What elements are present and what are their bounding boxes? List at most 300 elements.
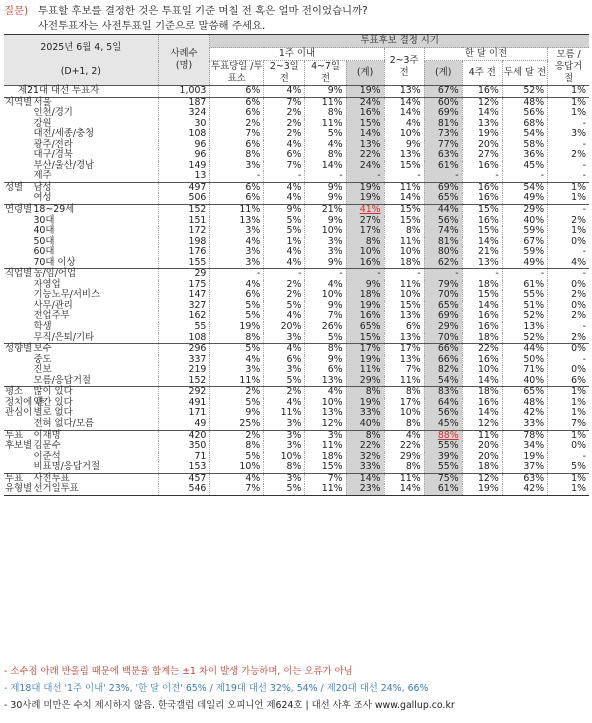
cell: 52%: [502, 86, 547, 98]
row-group: [4, 119, 31, 130]
cell: 15%: [462, 290, 502, 301]
row-group: 유형별: [5, 483, 33, 495]
cell: 65%: [424, 301, 462, 312]
cell: 5%: [264, 301, 305, 312]
cell: 56%: [424, 216, 462, 227]
cell: 29%: [424, 322, 462, 333]
cell: 54%: [502, 129, 547, 140]
cell: 41%: [346, 205, 384, 216]
cell: 14%: [462, 408, 502, 419]
cell: -: [264, 269, 305, 280]
table-row: [4, 333, 589, 344]
question: [4, 4, 368, 34]
cell: 10%: [264, 452, 305, 463]
cell: 78%: [502, 430, 547, 441]
cell: 19%: [346, 193, 384, 204]
row-group: 제21대 대선 투표자: [4, 86, 158, 98]
row-label: 40대: [33, 225, 55, 237]
cell: 19%: [346, 355, 384, 366]
cell: 187: [158, 97, 210, 108]
cell: 52%: [502, 333, 547, 344]
table-row: [4, 419, 589, 430]
footnotes: [4, 663, 455, 714]
cell: 37%: [502, 462, 547, 473]
row-label: 70대 이상: [33, 256, 76, 268]
row-label: 광주/전라: [33, 138, 73, 150]
cell: 1%: [548, 387, 589, 398]
cell: 15%: [384, 161, 424, 172]
cell: 11%: [462, 430, 502, 441]
cell: 6%: [548, 376, 589, 387]
cell: 9%: [346, 280, 384, 291]
cell: 67%: [502, 237, 547, 248]
row-label: 이준석: [33, 450, 61, 462]
cell: 1%: [548, 398, 589, 409]
cell: 16%: [462, 355, 502, 366]
row-label: 30대: [33, 214, 55, 226]
cell: 55: [158, 322, 210, 333]
cell: 12%: [305, 419, 346, 430]
cell: 13%: [462, 258, 502, 269]
cell: 45%: [424, 419, 462, 430]
cell: 18%: [462, 387, 502, 398]
cell: 1%: [548, 430, 589, 441]
row-group: [4, 419, 31, 430]
cell: 11%: [384, 473, 424, 484]
cell: 24%: [346, 97, 384, 108]
cell: 3%: [305, 430, 346, 441]
cell: 18%: [462, 280, 502, 291]
cell: 48%: [502, 398, 547, 409]
cell: 20%: [264, 322, 305, 333]
cell: 10%: [346, 247, 384, 258]
cell: 9%: [264, 205, 305, 216]
cell: 9%: [305, 182, 346, 193]
cell: 10%: [462, 365, 502, 376]
cell: 171: [158, 408, 210, 419]
row-label: 제주: [33, 170, 52, 182]
cell: 176: [158, 247, 210, 258]
cell: 11%: [305, 484, 346, 495]
cell: 75%: [424, 473, 462, 484]
cell: 6%: [210, 140, 264, 151]
cell: 40%: [502, 216, 547, 227]
cell: 15%: [384, 216, 424, 227]
cell: 13%: [384, 333, 424, 344]
row-group: [4, 216, 31, 227]
cell: 7%: [548, 419, 589, 430]
row-label: 부산/울산/경남: [33, 159, 95, 171]
cell: 66%: [424, 344, 462, 355]
cell: 1%: [548, 86, 589, 98]
cell: 62%: [424, 258, 462, 269]
cell: 10%: [305, 226, 346, 237]
cell: 19%: [210, 322, 264, 333]
cell: 4%: [210, 473, 264, 484]
cell: 56%: [424, 408, 462, 419]
cell: 44%: [424, 205, 462, 216]
cell: -: [462, 171, 502, 182]
cell: 74%: [424, 226, 462, 237]
cell: 13%: [346, 140, 384, 151]
header-col-7: 4주 전: [462, 61, 502, 86]
row-label: 인천/경기: [33, 107, 73, 119]
cell: 16%: [346, 108, 384, 119]
row-group: [4, 193, 31, 204]
cell: 3%: [264, 473, 305, 484]
cell: 17%: [346, 226, 384, 237]
cell: 4%: [264, 182, 305, 193]
cell: -: [548, 119, 589, 130]
cell: 19%: [462, 484, 502, 495]
cell: 8%: [210, 333, 264, 344]
cell: 18%: [384, 258, 424, 269]
cell: -: [424, 269, 462, 280]
cell: 26%: [305, 322, 346, 333]
cell: 4%: [305, 280, 346, 291]
cell: 11%: [210, 205, 264, 216]
cell: 83%: [424, 387, 462, 398]
cell: -: [548, 247, 589, 258]
row-label: 사전투표: [31, 473, 158, 484]
cell: 15%: [346, 119, 384, 130]
cell: 2%: [210, 430, 264, 441]
cell: 3%: [548, 129, 589, 140]
cell: 8%: [305, 108, 346, 119]
footnote-rounding: - 소수점 아래 반올림 때문에 백분율 합계는 ±1 차이 발생 가능하며, 이는 오류가 아님: [4, 666, 353, 677]
cell: 219: [158, 365, 210, 376]
cell: 5%: [210, 398, 264, 409]
cell: 2%: [264, 119, 305, 130]
row-group: 직업별: [5, 268, 33, 280]
cell: 17%: [384, 344, 424, 355]
cell: 15%: [305, 462, 346, 473]
cell: -: [346, 269, 384, 280]
cell: 69%: [424, 182, 462, 193]
cell: 1%: [548, 97, 589, 108]
cell: 55%: [424, 462, 462, 473]
row-group: 성향별: [5, 343, 33, 355]
row-group: [4, 161, 31, 172]
cell: 5%: [305, 333, 346, 344]
cell: 3%: [264, 441, 305, 452]
question-label: 질문): [4, 5, 29, 17]
header-col-4: (계): [346, 61, 384, 86]
cell: 8%: [384, 226, 424, 237]
row-group: 투표: [4, 430, 31, 441]
cell: 29%: [384, 452, 424, 463]
cell: 58%: [502, 140, 547, 151]
cell: 63%: [424, 150, 462, 161]
cell: 1%: [264, 237, 305, 248]
cell: 10%: [384, 290, 424, 301]
cell: 19%: [346, 398, 384, 409]
table-row: [4, 205, 589, 216]
cell: 5%: [210, 344, 264, 355]
table-row: [4, 193, 589, 204]
cell: 3%: [210, 161, 264, 172]
cell: 67%: [424, 86, 462, 98]
cell: -: [210, 269, 264, 280]
cell: 0%: [548, 441, 589, 452]
cell: 23%: [346, 484, 384, 495]
cell: 2%: [210, 387, 264, 398]
cell: 2%: [548, 333, 589, 344]
cell: 12%: [462, 419, 502, 430]
cell: 56%: [502, 108, 547, 119]
row-group: [4, 311, 31, 322]
cell: 1%: [548, 226, 589, 237]
cell: 2%: [264, 280, 305, 291]
cell: -: [462, 269, 502, 280]
row-group: [4, 365, 31, 376]
cell: 8%: [305, 344, 346, 355]
cell: 5%: [305, 129, 346, 140]
cell: 65%: [424, 193, 462, 204]
cell: 9%: [305, 258, 346, 269]
cell: 6%: [210, 193, 264, 204]
cell: -: [548, 322, 589, 333]
row-group: 정치에 관: [5, 396, 45, 408]
cell: 6%: [210, 97, 264, 108]
cell: 7%: [305, 473, 346, 484]
cell: 16%: [462, 311, 502, 322]
cell: 5%: [264, 216, 305, 227]
cell: 59%: [502, 247, 547, 258]
cell: 175: [158, 280, 210, 291]
row-group: 평소: [4, 387, 31, 398]
cell: 8%: [384, 387, 424, 398]
cell: -: [548, 269, 589, 280]
cell: -: [210, 171, 264, 182]
cell: 14%: [462, 108, 502, 119]
cell: 13: [158, 171, 210, 182]
cell: 4%: [210, 237, 264, 248]
row-group: [4, 108, 31, 119]
cell: 6%: [210, 182, 264, 193]
header-col-6: (계): [424, 61, 462, 86]
cell: 9%: [305, 193, 346, 204]
cell: 10%: [305, 398, 346, 409]
cell: 13%: [384, 311, 424, 322]
row-label: 약간 있다: [33, 396, 73, 408]
header-col-2: 2~3일 전: [264, 61, 305, 86]
table-row: [4, 86, 589, 98]
row-group: [4, 237, 31, 248]
cell: 24%: [346, 161, 384, 172]
cell: 14%: [462, 376, 502, 387]
cell: 77%: [424, 140, 462, 151]
cell: 16%: [462, 193, 502, 204]
cell: 4%: [210, 280, 264, 291]
cell: 149: [158, 161, 210, 172]
cell: 54%: [502, 182, 547, 193]
cell: 2%: [548, 311, 589, 322]
cell: 151: [158, 216, 210, 227]
cell: 34%: [502, 441, 547, 452]
cell: 51%: [502, 301, 547, 312]
cell: 48%: [502, 97, 547, 108]
cell: 2%: [264, 129, 305, 140]
row-group: 연령별: [5, 204, 33, 216]
cell: 2%: [548, 150, 589, 161]
footnote-past-elections: - 제18대 대선 '1주 이내' 23%, '한 달 이전' 65% / 제19대 대선 32%, 54% / 제20대 대선 24%, 66%: [4, 683, 429, 694]
cell: 2%: [210, 119, 264, 130]
cell: -: [548, 452, 589, 463]
row-label: 대구/경북: [33, 149, 73, 161]
cell: -: [264, 171, 305, 182]
cell: 457: [158, 473, 210, 484]
header-within-week: 1주 이내: [210, 48, 384, 61]
cell: 0%: [548, 301, 589, 312]
cell: 11%: [384, 376, 424, 387]
cell: 16%: [346, 258, 384, 269]
cell: 1%: [548, 193, 589, 204]
row-group: 투표: [4, 473, 31, 484]
header-within-month: 한 달 이전: [424, 48, 548, 61]
cell: 21%: [462, 247, 502, 258]
cell: 5%: [264, 376, 305, 387]
cell: 7%: [264, 97, 305, 108]
header-dk: 모름 /응답거절: [548, 48, 589, 86]
table-row: [4, 376, 589, 387]
cell: 7%: [264, 161, 305, 172]
cell: 14%: [305, 161, 346, 172]
cell: 27%: [346, 216, 384, 227]
row-group: [4, 280, 31, 291]
cell: 12%: [462, 97, 502, 108]
row-label: 무직/은퇴/기타: [33, 331, 95, 343]
cell: 4%: [264, 86, 305, 98]
cell: 66%: [424, 355, 462, 366]
cell: 292: [158, 387, 210, 398]
cell: 40%: [502, 376, 547, 387]
row-label: 보수: [31, 344, 158, 355]
row-label: 모름/응답거절: [33, 374, 91, 386]
row-label: 전업주부: [33, 310, 70, 322]
cell: 16%: [462, 216, 502, 227]
cell: 70%: [424, 333, 462, 344]
cell: 3%: [264, 365, 305, 376]
cell: 22%: [346, 441, 384, 452]
cell: 324: [158, 108, 210, 119]
cell: 14%: [462, 301, 502, 312]
cell: -: [384, 269, 424, 280]
header-date: 2025년 6월 4, 5일 (D+1, 2): [4, 35, 158, 86]
cell: 5%: [210, 301, 264, 312]
cell: 152: [158, 205, 210, 216]
cell: 0%: [548, 344, 589, 355]
cell: 4%: [384, 430, 424, 441]
row-label: 50대: [33, 235, 55, 247]
cell: 18%: [346, 290, 384, 301]
row-label: 18~29세: [31, 205, 158, 216]
cell: 14%: [384, 193, 424, 204]
cell: 198: [158, 237, 210, 248]
results-table: [4, 34, 589, 496]
row-label: 사무/관리: [33, 299, 73, 311]
cell: 45%: [502, 161, 547, 172]
row-label: 학생: [33, 321, 52, 333]
cell: 1%: [548, 108, 589, 119]
cell: 5%: [210, 452, 264, 463]
row-label: 중도: [33, 353, 52, 365]
cell: 49: [158, 419, 210, 430]
cell: 5%: [264, 484, 305, 495]
cell: 10%: [384, 408, 424, 419]
cell: 491: [158, 398, 210, 409]
cell: 108: [158, 129, 210, 140]
row-group: [4, 140, 31, 151]
header-group: 투표후보 결정 시기: [210, 35, 589, 48]
cell: -: [548, 355, 589, 366]
cell: 96: [158, 150, 210, 161]
row-label: 진보: [33, 364, 52, 376]
cell: 15%: [384, 301, 424, 312]
cell: 147: [158, 290, 210, 301]
cell: 79%: [424, 280, 462, 291]
row-group: [4, 171, 31, 182]
cell: 2%: [264, 108, 305, 119]
row-label: 농/임/어업: [31, 269, 158, 280]
cell: 68%: [502, 119, 547, 130]
cell: 13%: [384, 355, 424, 366]
cell: 6%: [384, 322, 424, 333]
cell: 3%: [210, 365, 264, 376]
cell: 5%: [548, 462, 589, 473]
cell: 29%: [346, 376, 384, 387]
cell: 80%: [424, 247, 462, 258]
cell: 11%: [305, 119, 346, 130]
cell: -: [305, 269, 346, 280]
cell: 21%: [305, 205, 346, 216]
cell: 17%: [384, 398, 424, 409]
cell: 10%: [384, 247, 424, 258]
cell: 8%: [210, 441, 264, 452]
cell: 55%: [424, 441, 462, 452]
cell: 14%: [384, 97, 424, 108]
cell: -: [502, 171, 547, 182]
cell: 19%: [462, 129, 502, 140]
cell: 8%: [305, 150, 346, 161]
table-row: [4, 161, 589, 172]
cell: 71%: [502, 365, 547, 376]
cell: 9%: [305, 301, 346, 312]
cell: 4%: [384, 119, 424, 130]
cell: 11%: [384, 182, 424, 193]
cell: 13%: [384, 86, 424, 98]
cell: 49%: [502, 258, 547, 269]
cell: 25%: [210, 419, 264, 430]
cell: 11%: [346, 365, 384, 376]
table-row: [4, 441, 589, 452]
cell: 69%: [424, 311, 462, 322]
cell: 61%: [424, 161, 462, 172]
cell: 5%: [264, 226, 305, 237]
row-label: 별로 없다: [33, 407, 73, 419]
cell: 0%: [548, 280, 589, 291]
cell: 2%: [264, 290, 305, 301]
cell: 350: [158, 441, 210, 452]
cell: 4%: [264, 193, 305, 204]
cell: 4%: [264, 344, 305, 355]
cell: 546: [158, 484, 210, 495]
cell: 19%: [346, 86, 384, 98]
cell: 16%: [462, 182, 502, 193]
header-col-1: 투표당일 /투표소: [211, 61, 263, 84]
cell: 22%: [462, 344, 502, 355]
cell: 69%: [424, 108, 462, 119]
